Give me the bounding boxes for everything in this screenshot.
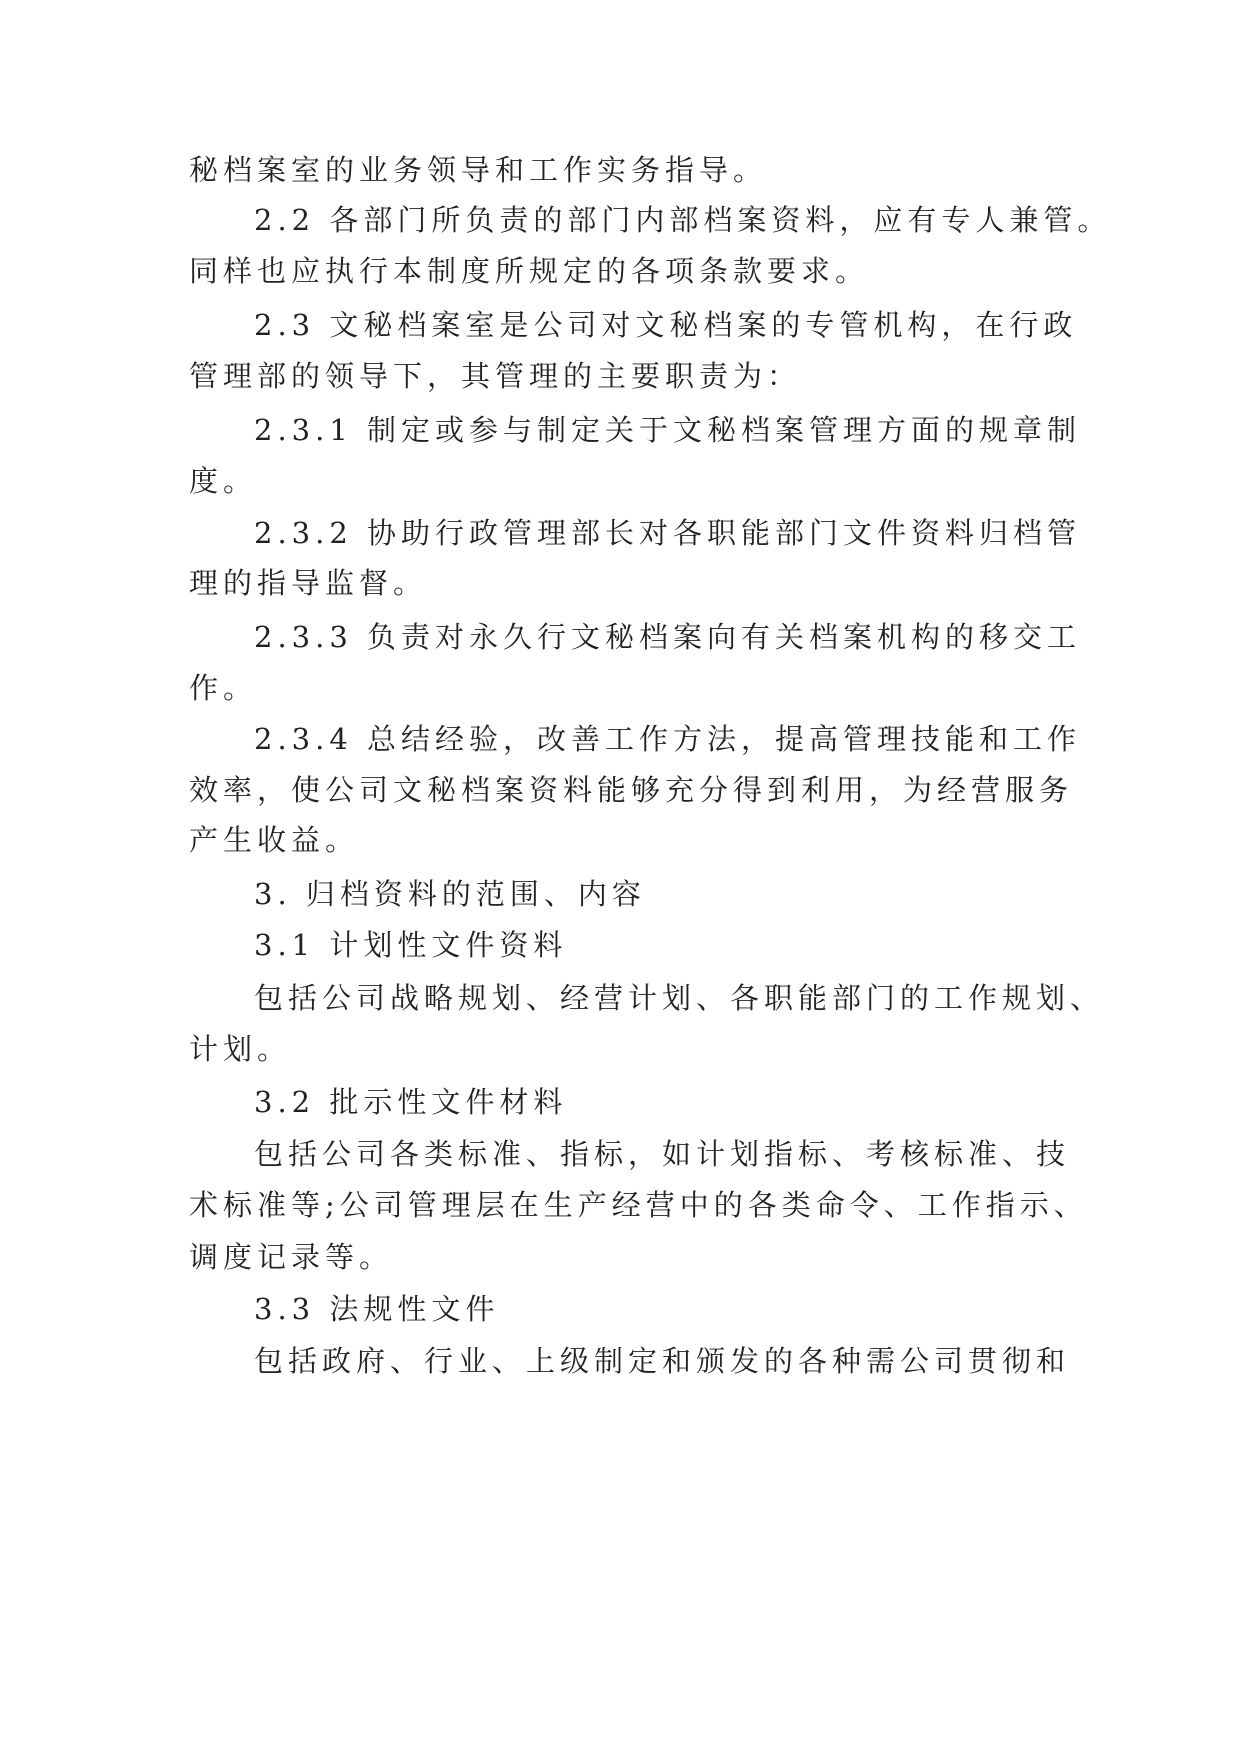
text-line: 2.3.4 总结经验，改善工作方法，提高管理技能和工作 <box>254 722 1082 756</box>
text-line: 3. 归档资料的范围、内容 <box>254 877 646 911</box>
text-line: 调度记录等。 <box>189 1240 394 1274</box>
text-line: 产生收益。 <box>189 823 360 857</box>
text-line: 2.3.2 协助行政管理部长对各职能部门文件资料归档管 <box>254 516 1082 550</box>
text-line: 3.1 计划性文件资料 <box>254 928 568 962</box>
text-line: 计划。 <box>189 1032 292 1066</box>
text-line: 包括政府、行业、上级制定和颁发的各种需公司贯彻和 <box>254 1344 1071 1378</box>
text-line: 度。 <box>189 464 258 498</box>
text-line: 2.3.3 负责对永久行文秘档案向有关档案机构的移交工 <box>254 620 1082 654</box>
text-line: 秘档案室的业务领导和工作实务指导。 <box>189 153 768 187</box>
text-line: 同样也应执行本制度所规定的各项条款要求。 <box>189 254 870 288</box>
text-line: 2.2 各部门所负责的部门内部档案资料，应有专人兼管。 <box>254 203 1112 237</box>
text-line: 包括公司各类标准、指标，如计划指标、考核标准、技 <box>254 1137 1071 1171</box>
text-line: 3.2 批示性文件材料 <box>254 1085 568 1119</box>
text-line: 术标准等;公司管理层在生产经营中的各类命令、工作指示、 <box>189 1188 1088 1222</box>
text-line: 效率，使公司文秘档案资料能够充分得到利用，为经营服务 <box>189 773 1074 807</box>
text-line: 管理部的领导下，其管理的主要职责为： <box>189 359 802 393</box>
text-line: 2.3.1 制定或参与制定关于文秘档案管理方面的规章制 <box>254 413 1082 447</box>
text-line: 3.3 法规性文件 <box>254 1292 500 1326</box>
text-line: 包括公司战略规划、经营计划、各职能部门的工作规划、 <box>254 981 1105 1015</box>
text-line: 理的指导监督。 <box>189 566 428 600</box>
text-line: 作。 <box>189 671 258 705</box>
text-line: 2.3 文秘档案室是公司对文秘档案的专管机构，在行政 <box>254 308 1078 342</box>
